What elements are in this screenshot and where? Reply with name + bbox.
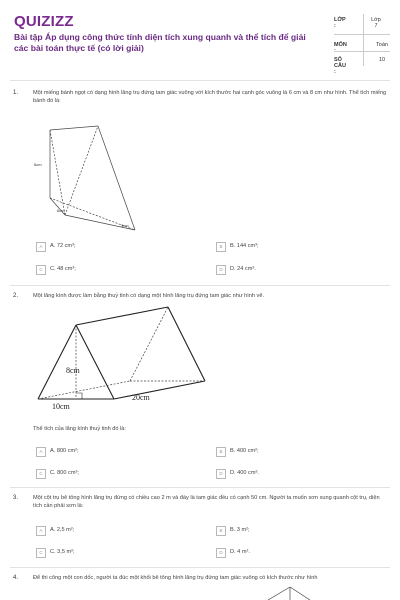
question-1-label-height: 6cm bbox=[34, 162, 42, 167]
question-1-prism-figure bbox=[28, 112, 158, 236]
option-letter-box: A bbox=[36, 447, 46, 457]
info-separator bbox=[334, 34, 390, 35]
option-text: D. 400 cm³. bbox=[230, 470, 259, 476]
question-3-text: Một cột trụ bê tông hình lăng trụ đứng có chiều cao 2 m và đáy là tam giác đều có cạnh 50 cm. Người ta muốn sơn xung quanh cột trụ, diện tích cần phải sơn là: bbox=[33, 495, 380, 509]
option-letter-box: A bbox=[36, 242, 46, 252]
option-text: D. 24 cm³. bbox=[230, 266, 256, 272]
page-title: Bài tập Áp dụng công thức tính diện tích xung quanh và thể tích để giải các bài toán thực tế (có lời giải) bbox=[14, 32, 306, 53]
question-3-number: 3. bbox=[13, 495, 19, 501]
option-text: B. 400 cm²; bbox=[230, 448, 259, 454]
question-4-number: 4. bbox=[13, 575, 19, 581]
question-2-number: 2. bbox=[13, 293, 19, 299]
question-1-label-base: 6cm bbox=[57, 208, 65, 213]
option-letter-box: C bbox=[36, 469, 46, 479]
option-letter-box: D bbox=[216, 469, 226, 479]
option-text: C. 48 cm³; bbox=[50, 266, 76, 272]
info-class-label: LỚP : bbox=[334, 17, 346, 29]
header-rule bbox=[10, 80, 390, 81]
option-letter-box: A bbox=[36, 526, 46, 536]
option-text: B. 3 m²; bbox=[230, 527, 250, 533]
question-4-figure-partial bbox=[262, 584, 322, 600]
question-2-followup-text: Thể tích của lăng kính thuỷ tinh đó là: bbox=[33, 426, 126, 432]
info-divider bbox=[363, 14, 364, 66]
question-1-text: Một miếng bánh ngọt có dạng hình lăng trụ đứng tam giác vuông với kích thước hai cạnh góc vuông là 6 cm và 8 cm như hình. Thể tích miếng bánh đó là: bbox=[33, 90, 387, 104]
option-text: A. 800 cm²; bbox=[50, 448, 79, 454]
question-divider bbox=[10, 567, 390, 568]
question-1-number: 1. bbox=[13, 90, 19, 96]
info-count-label: SỐ CÂU : bbox=[334, 57, 346, 75]
option-letter-box: B bbox=[216, 447, 226, 457]
info-subject-label: MÔN bbox=[334, 42, 347, 48]
option-letter-box: C bbox=[36, 265, 46, 275]
info-class-value: Lớp 7 bbox=[371, 17, 381, 29]
option-letter-box: C bbox=[36, 548, 46, 558]
question-2-label-base: 10cm bbox=[52, 402, 70, 411]
option-letter-box: D bbox=[216, 265, 226, 275]
question-1-label-length: 3cm bbox=[121, 223, 129, 228]
option-letter-box: D bbox=[216, 548, 226, 558]
info-subject-value: Toán bbox=[376, 42, 388, 48]
option-text: B. 144 cm³; bbox=[230, 243, 259, 249]
option-text: C. 3,5 m²; bbox=[50, 549, 75, 555]
question-divider bbox=[10, 487, 390, 488]
info-separator bbox=[334, 51, 390, 52]
info-count-value: 10 bbox=[378, 57, 386, 63]
question-2-prism-figure bbox=[30, 305, 230, 415]
option-letter-box: B bbox=[216, 242, 226, 252]
quizizz-logo: QUIZIZZ bbox=[14, 13, 74, 30]
question-divider bbox=[10, 285, 390, 286]
option-text: A. 72 cm³; bbox=[50, 243, 76, 249]
question-2-text: Một lăng kính được làm bằng thuỷ tinh có dạng một hình lăng trụ đứng tam giác như hình vẽ. bbox=[33, 293, 265, 299]
question-4-text: Để thi công một con dốc, người ta đúc một khối bê tông hình lăng trụ đứng tam giác vuông có kích thước như hình bbox=[33, 575, 318, 581]
option-text: C. 800 cm³; bbox=[50, 470, 79, 476]
option-text: D. 4 m². bbox=[230, 549, 250, 555]
question-2-label-length: 20cm bbox=[132, 393, 150, 402]
option-letter-box: B bbox=[216, 526, 226, 536]
question-2-label-height: 8cm bbox=[66, 366, 80, 375]
option-text: A. 2,5 m²; bbox=[50, 527, 75, 533]
